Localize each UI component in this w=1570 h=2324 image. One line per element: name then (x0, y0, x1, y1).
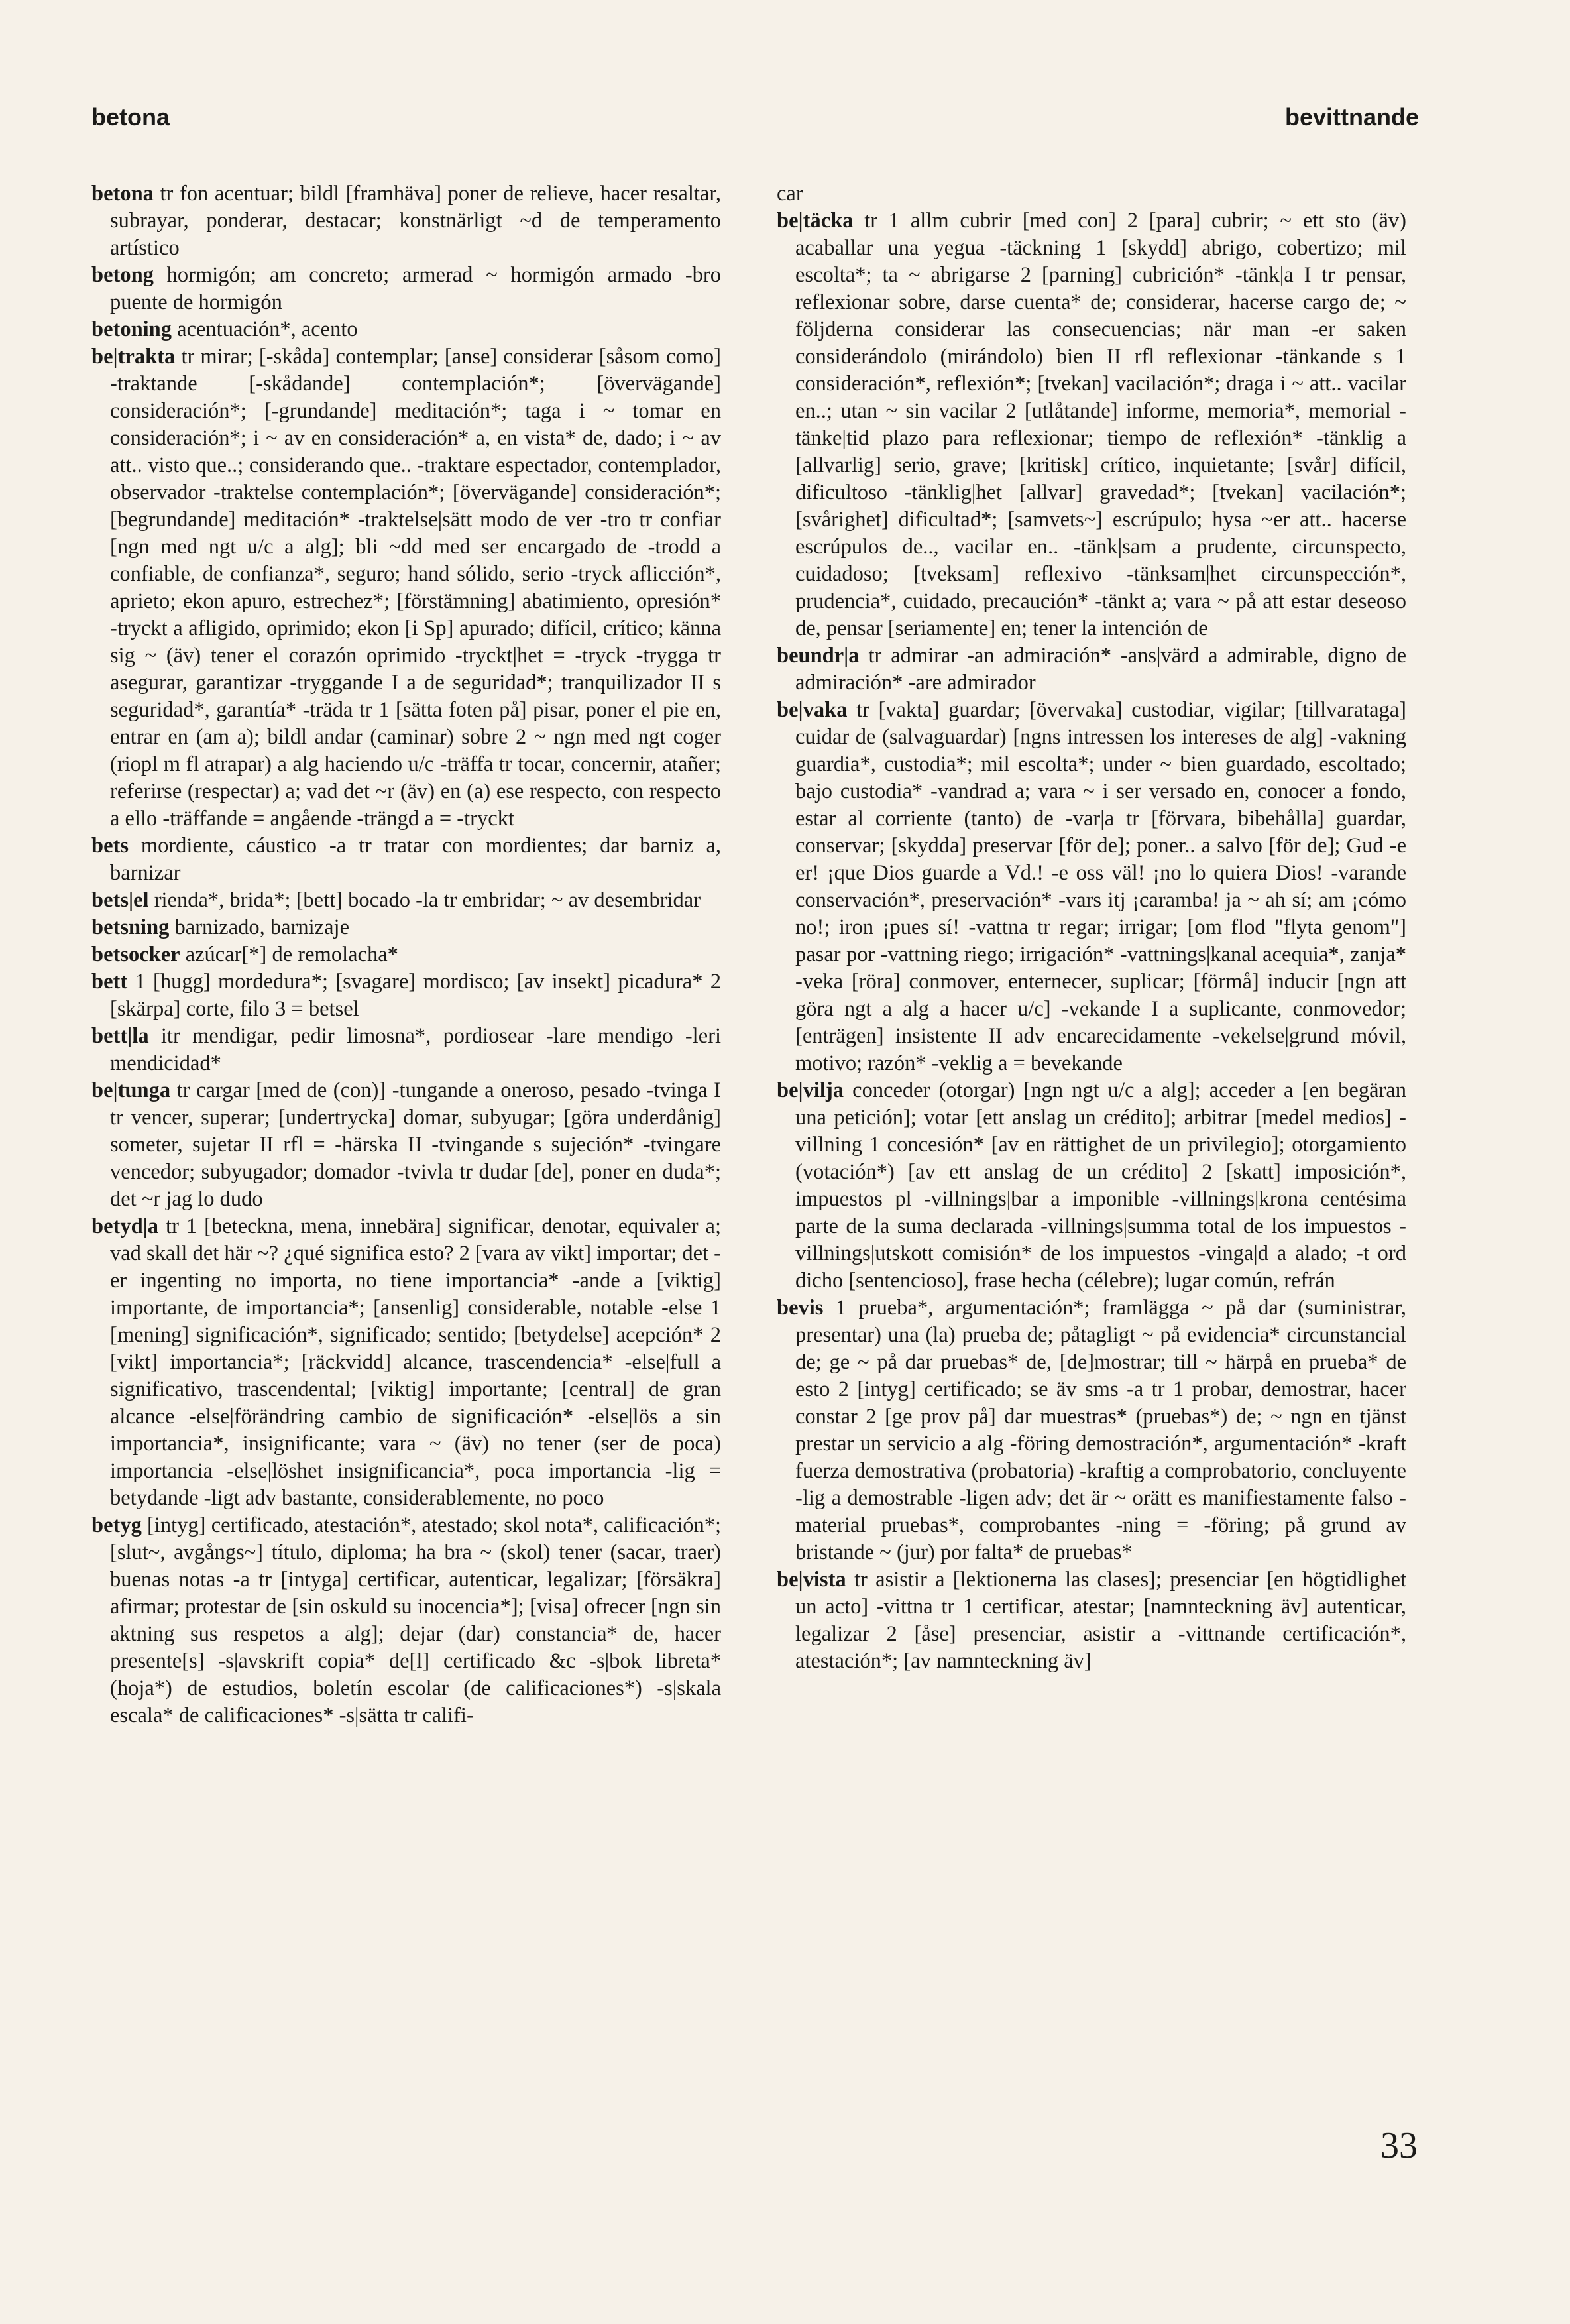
guide-word-right: bevittnande (1284, 103, 1419, 131)
entry-headword: betong (91, 263, 154, 287)
dictionary-entry (91, 941, 721, 968)
entry-definition: tr 1 allm cubrir [med con] 2 [para] cubrir; ~ ett sto (äv) acaballar una yegua -täckning 1 [skydd] abrigo, cobertizo; mil escolta*; ta ~ abrigarse 2 [parning] cubrición* -tänk|a I tr pensar, reflexionar sobre, darse cuenta* de; considerar, hacerse cargo de; ~ följderna considerar las consecuencias; när man -er saken considerándolo (mirándolo) bien II rfl reflexionar -tänkande s 1 consideración*, reflexión*; [tvekan] vacilación*; draga i ~ att.. vacilar en..; utan ~ sin vacilar 2 [utlåtande] informe, memoria*, memorial -tänke|tid plazo para reflexionar; tiempo de reflexión* -tänklig a [allvarlig] serio, grave; [kritisk] crítico, inquietante; [svår] difícil, dificultoso -tänklig|het [allvar] gravedad*; [tvekan] vacilación*; [svårighet] dificultad*; [samvets~] escrúpulo; hysa ~er att.. hacerse escrúpulos de.., vacilar en.. -tänk|sam a prudente, circunspecto, cuidadoso; [tveksam] reflexivo -tänksam|het circunspección*, prudencia*, cuidado, precaución* -tänkt a; vara ~ på att estar deseoso de, pensar [seriamente] en; tener la intención de (795, 209, 1406, 640)
entry-definition: tr fon acentuar; bildl [framhäva] poner de relieve, hacer resaltar, subrayar, ponderar, destacar; konstnärligt ~d de temperamento artístico (110, 182, 721, 260)
entry-definition: tr 1 [beteckna, mena, innebära] significar, denotar, equivaler a; vad skall det här ~? ¿qué significa esto? 2 [vara av vikt] importar; det -er ingenting no importa, no tiene importancia* -ande a [viktig] importante, de importancia*; [ansenlig] considerable, notable -else 1 [mening] significación*, significado; sentido; [betydelse] acepción* 2 [vikt] importancia*; [räckvidd] alcance, trascendencia* -else|full a significativo, trascendental; [viktig] importante; [central] de gran alcance -else|förändring cambio de significación* -else|lös a sin importancia*, insignificante; vara ~ (äv) no tener (ser de poca) importancia -else|löshet insignificancia*, poca importancia -lig = betydande -ligt adv bastante, considerablemente, no poco (110, 1214, 721, 1510)
dictionary-entry (91, 833, 721, 887)
dictionary-entry (777, 642, 1406, 697)
dictionary-entry (91, 968, 721, 1023)
dictionary-entry (777, 1295, 1406, 1566)
entry-headword: be|vista (777, 1568, 846, 1592)
dictionary-entry (91, 1512, 721, 1729)
page-number: 33 (1380, 2125, 1418, 2166)
entry-definition: 1 prueba*, argumentación*; framlägga ~ på dar (suministrar, presentar) una (la) prueba de; påtagligt ~ på evidencia* circunstancial de; ge ~ på dar pruebas* de, [de]mostrar; till ~ härpå en prueba* de esto 2 [intyg] certificado; se äv sms -a tr 1 probar, demostrar, hacer constar 2 [ge prov på] dar muestras* (pruebas*) de; ~ ngn en tjänst prestar un servicio a alg -föring demostración*, argumentación* -kraft fuerza demostrativa (probatoria) -kraftig a comprobatorio, concluyente -lig a demostrable -ligen adv; det är ~ orätt es manifiestamente falso -material pruebas*, comprobantes -ning = -föring; på grund av bristande ~ (jur) por falta* de pruebas* (795, 1296, 1407, 1564)
entry-headword: betyd|a (91, 1214, 159, 1238)
dictionary-entry (91, 914, 721, 941)
entry-headword: beundr|a (777, 644, 860, 668)
dictionary-entry (777, 180, 1406, 207)
entry-headword: be|vilja (777, 1078, 844, 1102)
dictionary-entry (91, 1023, 721, 1077)
entry-definition: mordiente, cáustico -a tr tratar con mordientes; dar barniz a, barnizar (110, 834, 722, 885)
dictionary-entry (777, 1077, 1406, 1295)
left-column (91, 180, 721, 1729)
entry-headword: bett|la (91, 1024, 149, 1048)
entry-definition: conceder (otorgar) [ngn ngt u/c a alg]; acceder a [en begäran una petición]; votar [ett anslag un crédito]; arbitrar [medel medios] -villning 1 concesión* [av en rättighet de un privilegio]; otorgamiento (votación*) [av ett anslag de un crédito] 2 [skatt] imposición*, impuestos pl -villnings|bar a imponible -villnings|krona centésima parte de la suma declarada -villnings|summa total de los impuestos -villnings|utskott comisión* de los impuestos -vinga|d a alado; -t ord dicho [sentencioso], frase hecha (célebre); lugar común, refrán (795, 1078, 1406, 1293)
entry-definition: tr cargar [med de (con)] -tungande a oneroso, pesado -tvinga I tr vencer, superar; [undertrycka] domar, subyugar; [göra underdånig] someter, sujetar II rfl = -härska II -tvingande s sujeción* -tvingare vencedor; subyugador; domador -tvivla tr dudar [de], poner en duda*; det ~r jag lo dudo (110, 1078, 722, 1211)
entry-headword: betsning (91, 915, 170, 939)
entry-definition: itr mendigar, pedir limosna*, pordiosear -lare mendigo -leri mendicidad* (110, 1024, 721, 1075)
entry-definition: car (777, 182, 803, 205)
entry-headword: betyg (91, 1513, 142, 1537)
entry-headword: betsocker (91, 943, 180, 966)
dictionary-entry (91, 343, 721, 833)
entry-definition: 1 [hugg] mordedura*; [svagare] mordisco; [av insekt] picadura* 2 [skärpa] corte, filo 3 = betsel (110, 970, 722, 1021)
guide-word-left: betona (91, 103, 170, 131)
dictionary-entry (777, 1566, 1406, 1675)
entry-definition: azúcar[*] de remolacha* (185, 943, 398, 966)
right-column (777, 180, 1406, 1675)
entry-headword: bets|el (91, 888, 149, 912)
entry-headword: betoning (91, 318, 172, 341)
entry-definition: barnizado, barnizaje (174, 915, 349, 939)
entry-headword: be|tunga (91, 1078, 171, 1102)
dictionary-entry (91, 887, 721, 914)
entry-definition: tr mirar; [-skåda] contemplar; [anse] considerar [såsom como] -traktande [-skådande] contemplación*; [övervägande] consideración*; [-grundande] meditación*; taga i ~ tomar en consideración*; i ~ av en consideración* a, en vista* de, dado; i ~ av att.. visto que..; considerando que.. -traktare espectador, contemplador, observador -traktelse contemplación*; [övervägande] consideración*; [begrundande] meditación* -traktelse|sätt modo de ver -tro tr confiar [ngn med ngt u/c a alg]; bli ~dd med ser encargado de -trodd a confiable, de confianza*, seguro; hand sólido, serio -tryck aflicción*, aprieto; ekon apuro, estrechez*; [förstämning] abatimiento, opresión* -tryckt a afligido, oprimido; ekon [i Sp] apurado; difícil, crítico; känna sig ~ (äv) tener el corazón oprimido -tryckt|het = -tryck -trygga tr asegurar, garantizar -tryggande I a de seguridad*; tranquilizador II s seguridad*, garantía* -träda tr 1 [sätta foten på] pisar, poner el pie en, entrar en (am a); bildl andar (caminar) sobre 2 ~ ngn med ngt coger (riopl m fl atrapar) a alg haciendo u/c -träffa tr tocar, concernir, atañer; referirse (respectar) a; vad det ~r (äv) en (a) ese respecto, con respecto a ello -träffande = angående -trängd a = -tryckt (110, 345, 722, 831)
entry-definition: [intyg] certificado, atestación*, atestado; skol nota*, calificación*; [slut~, avgångs~] título, diploma; ha bra ~ (skol) tener (sacar, traer) buenas notas -a tr [intyga] certificar, autenticar, legalizar; [försäkra] afirmar; protestar de [sin oskuld su inocencia*]; [visa] ofrecer [ngn sin aktning sus respetos a alg]; dejar (dar) constancia* de, hacer presente[s] -s|avskrift copia* de[l] certificado &c -s|bok libreta* (hoja*) de estudios, boletín escolar (de calificaciones*) -s|skala escala* de calificaciones* -s|sätta tr califi- (110, 1513, 721, 1727)
dictionary-entry (91, 316, 721, 343)
entry-definition: hormigón; am concreto; armerad ~ hormigón armado -bro puente de hormigón (110, 263, 721, 314)
entry-headword: be|trakta (91, 345, 176, 369)
dictionary-entry (777, 207, 1406, 642)
entry-headword: bett (91, 970, 128, 994)
entry-headword: bevis (777, 1296, 824, 1320)
entry-headword: be|vaka (777, 698, 848, 722)
dictionary-entry (91, 180, 721, 262)
entry-headword: betona (91, 182, 154, 205)
entry-definition: tr asistir a [lektionerna las clases]; presenciar [en högtidlighet un acto] -vittna tr 1 certificar, atestar; [namnteckning äv] autenticar, legalizar 2 [åse] presenciar, asistir a -vittnande certificación*, atestación*; [av namnteckning äv] (795, 1568, 1406, 1673)
dictionary-entry (777, 697, 1406, 1077)
entry-definition: tr admirar -an admiración* -ans|värd a admirable, digno de admiración* -are admirador (795, 644, 1406, 695)
entry-definition: rienda*, brida*; [bett] bocado -la tr embridar; ~ av desembridar (154, 888, 701, 912)
entry-headword: bets (91, 834, 129, 858)
dictionary-entry (91, 1213, 721, 1512)
entry-definition: tr [vakta] guardar; [övervaka] custodiar, vigilar; [tillvarataga] cuidar de (salvaguardar) [ngns intressen los intereses de alg] -vakning guardia*, custodia*; mil escolta*; under ~ bien guardado, escoltado; bajo custodia* -vandrad a; vara ~ i ser versado en, conocer a fondo, estar al corriente (tanto) de -var|a tr [förvara, bibehålla] guardar, conservar; [skydda] preservar [för de]; poner.. a salvo [för de]; Gud -e er! ¡que Dios guarde a Vd.! -e oss väl! ¡no lo quiera Dios! -varande conservación*, preservación* -vars itj ¡caramba! ja ~ ah sí; am ¡cómo no!; iron ¡pues sí! -vattna tr regar; irrigar; [om flod "flyta genom"] pasar por -vattning riego; irrigación* -vattnings|kanal acequia*, zanja* -veka [röra] conmover, enternecer, suplicar; [förmå] inducir [ngn att göra ngt a alg a hacer u/c] -vekande I a suplicante, conmovedor; [enträgen] insistente II adv encarecidamente -vekelse|grund móvil, motivo; razón* -veklig a = bevekande (795, 698, 1406, 1075)
dictionary-entry (91, 262, 721, 316)
entry-definition: acentuación*, acento (177, 318, 358, 341)
dictionary-entry (91, 1077, 721, 1213)
entry-headword: be|täcka (777, 209, 854, 233)
